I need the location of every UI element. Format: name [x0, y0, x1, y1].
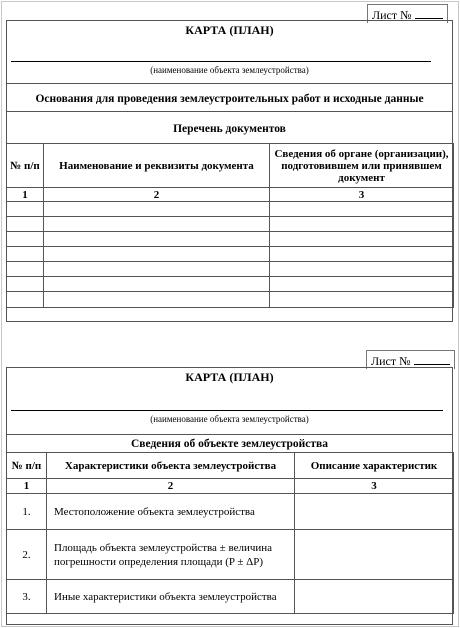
table-row	[7, 292, 454, 308]
table-row	[7, 232, 454, 247]
sheet-number-field	[414, 353, 450, 365]
col-description-header: Описание характеристик	[295, 453, 454, 479]
table-row	[7, 247, 454, 262]
table-header-row	[7, 144, 454, 188]
object-info-table	[6, 452, 454, 614]
object-name-caption: (наименование объекта землеустройства)	[150, 414, 309, 424]
basis-heading: Основания для проведения землеустроительных работ и исходные данные	[35, 93, 424, 105]
sheet-number-label: Лист №	[366, 350, 455, 369]
column-number-row: 1 2 3	[7, 479, 454, 494]
col-num-header: № п/п	[7, 144, 44, 188]
table-row	[7, 277, 454, 292]
sheet-number-field	[415, 7, 443, 19]
sheet-number-label: Лист №	[367, 4, 448, 23]
info-heading: Сведения об объекте землеустройства	[131, 438, 328, 450]
object-name-line	[11, 410, 443, 411]
form-title: КАРТА (ПЛАН)	[185, 370, 274, 384]
object-name-line	[11, 61, 431, 62]
table-row	[7, 262, 454, 277]
table-row: 2. Площадь объекта землеустройства ± величина погрешности определения площади (P ± ΔP)	[7, 530, 454, 580]
table-row: 1. Местоположение объекта землеустройства	[7, 494, 454, 530]
col-num-header: № п/п	[7, 453, 47, 479]
col-doc-header: Наименование и реквизиты документа	[44, 144, 270, 188]
object-name-caption: (наименование объекта землеустройства)	[150, 65, 309, 75]
docs-heading: Перечень документов	[173, 123, 286, 135]
table-header-row	[7, 453, 454, 479]
table-row	[7, 217, 454, 232]
form-box	[6, 367, 453, 625]
documents-table	[6, 143, 454, 308]
sheet-2	[0, 348, 460, 628]
col-characteristics-header: Характеристики объекта землеустройства	[47, 453, 295, 479]
form-box	[6, 20, 453, 322]
col-org-header: Сведения об органе (организации), подготовившем или принявшем документ	[270, 144, 454, 188]
table-row	[7, 202, 454, 217]
form-title: КАРТА (ПЛАН)	[185, 23, 274, 37]
column-number-row: 1 2 3	[7, 188, 454, 202]
table-row: 3. Иные характеристики объекта землеустройства	[7, 580, 454, 614]
